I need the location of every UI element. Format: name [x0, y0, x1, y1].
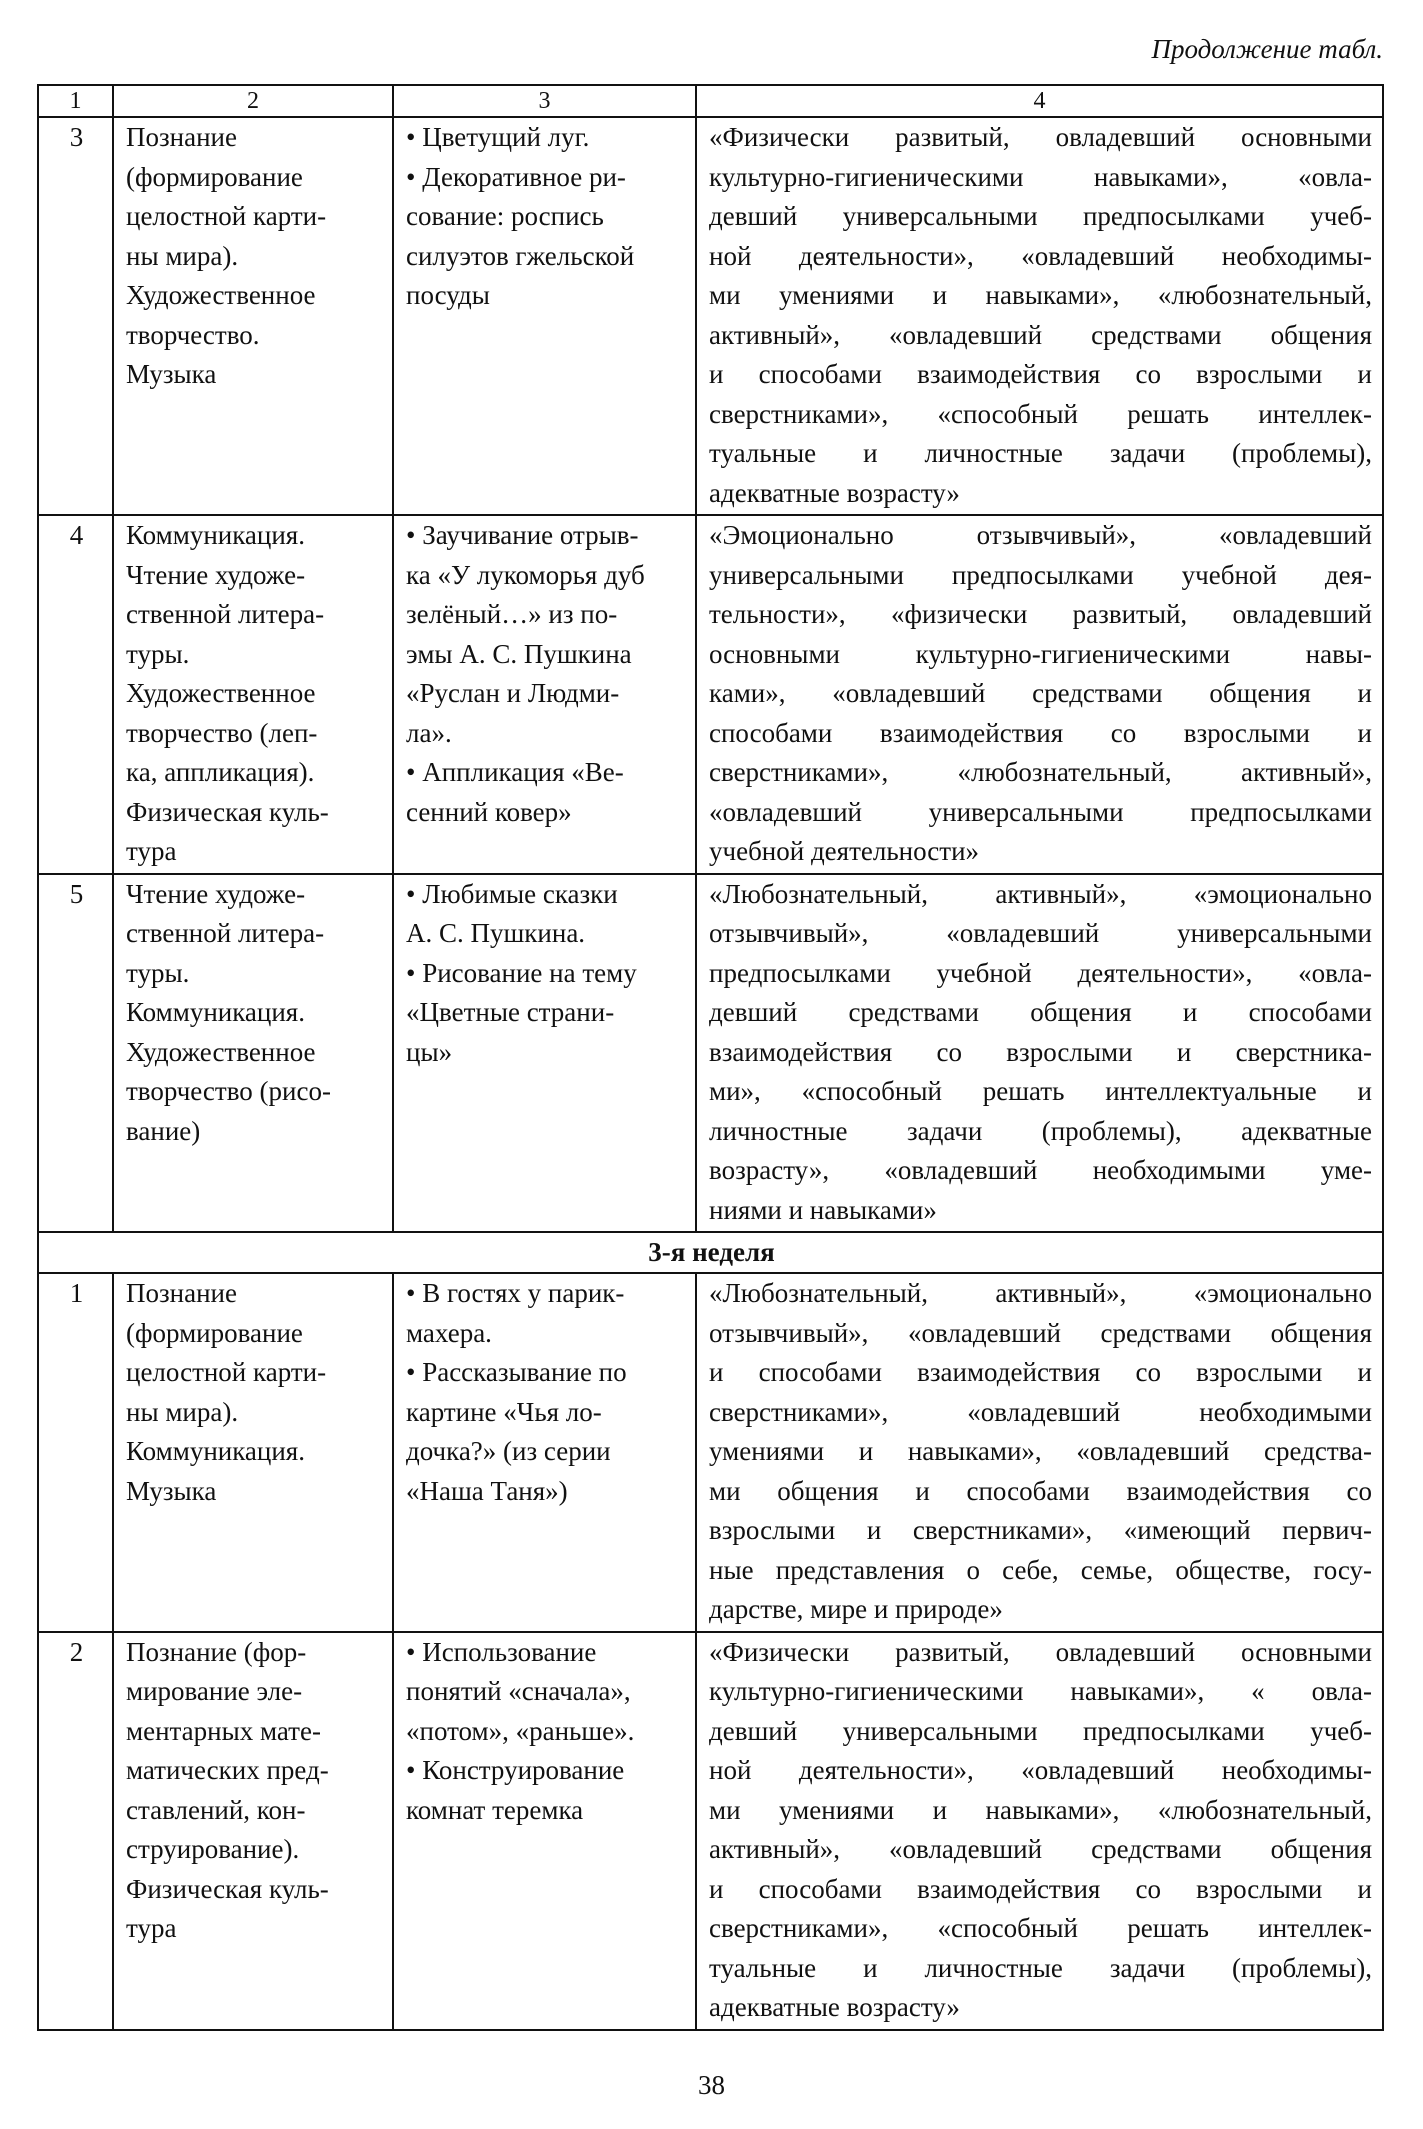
outcome-line: и способами взаимодействия со взрослыми и: [709, 1873, 1372, 1904]
outcome-line: ные представления о себе, семье, обществе, госу-: [709, 1554, 1372, 1585]
area-line: (формирование: [126, 1317, 303, 1348]
outcome-line: ми умениями и навыками», «любознательный,: [709, 280, 1372, 310]
outcome-line: отзывчивый», «овладевший средствами общения: [709, 1317, 1372, 1348]
outcome-line: девший средствами общения и способами: [709, 997, 1372, 1027]
week-divider: [38, 1232, 1383, 1273]
area-line: мирование эле-: [126, 1676, 303, 1706]
area-line: Чтение художе-: [126, 559, 306, 590]
row-number-cell: 3: [38, 117, 113, 515]
outcome-line: отзывчивый», «овладевший универсальными: [709, 918, 1372, 948]
outcome-line: «Эмоционально отзывчивый», «овладевший: [709, 520, 1372, 550]
outcome-line: и способами взаимодействия со взрослыми и: [709, 359, 1372, 389]
outcome-line: универсальными предпосылками учебной дея-: [709, 559, 1372, 590]
row-number-cell: 5: [38, 874, 113, 1233]
activity-line: «Руслан и Людми-: [406, 678, 620, 708]
activity-line: комнат теремка: [406, 1794, 584, 1825]
activity-line: зелёный…» из по-: [406, 599, 618, 629]
area-line: Музыка: [126, 1475, 217, 1506]
area-line: Физическая куль-: [126, 1873, 329, 1904]
area-line: ны мира).: [126, 240, 239, 271]
outcome-line: ми умениями и навыками», «любознательный,: [709, 1794, 1372, 1825]
activities-cell: [393, 515, 696, 874]
activity-line: • Использование: [406, 1636, 597, 1667]
activity-line: «потом», «раньше».: [406, 1715, 635, 1746]
area-line: ственной литера-: [126, 599, 325, 629]
area-line: Художественное: [126, 678, 316, 708]
row-number-cell: 2: [38, 1632, 113, 2030]
outcome-line: ми», «способный решать интеллектуальные и: [709, 1076, 1372, 1106]
row-number-cell: 4: [38, 515, 113, 874]
activity-line: картине «Чья ло-: [406, 1396, 602, 1427]
areas-cell: [113, 874, 393, 1233]
area-line: Познание (фор-: [126, 1636, 307, 1667]
area-line: Чтение художе-: [126, 878, 306, 909]
area-line: творчество (леп-: [126, 717, 318, 748]
activity-line: посуды: [406, 280, 490, 310]
area-line: Познание: [126, 1278, 237, 1308]
activity-line: сование: роспись: [406, 201, 604, 231]
outcome-line: способами взаимодействия со взрослыми и: [709, 717, 1372, 748]
areas-cell: [113, 515, 393, 874]
outcome-line: «Физически развитый, овладевший основными: [709, 1636, 1372, 1667]
area-line: ставлений, кон-: [126, 1794, 306, 1825]
area-line: Коммуникация.: [126, 997, 305, 1027]
column-header-3: 3: [393, 85, 696, 117]
table-row: [38, 1273, 1383, 1632]
outcome-line: предпосылками учебной деятельности», «овла-: [709, 957, 1372, 988]
outcome-line: основными культурно-гигиеническими навы-: [709, 638, 1372, 669]
activity-line: • Цветущий луг.: [406, 122, 590, 152]
area-line: Познание: [126, 122, 237, 152]
outcome-line: ной деятельности», «овладевший необходимы-: [709, 1755, 1372, 1785]
outcome-line: туальные и личностные задачи (проблемы),: [709, 438, 1372, 468]
activity-line: «Цветные страни-: [406, 997, 615, 1027]
column-header-4: 4: [696, 85, 1383, 117]
activities-cell: [393, 117, 696, 515]
area-line: целостной карти-: [126, 201, 327, 231]
area-line: целостной карти-: [126, 1357, 327, 1387]
outcome-line: тельности», «физически развитый, овладевший: [709, 599, 1372, 629]
column-header-2: 2: [113, 85, 393, 117]
outcomes-cell: [696, 874, 1383, 1233]
outcome-line: сверстниками», «овладевший необходимыми: [709, 1396, 1372, 1427]
area-line: ментарных мате-: [126, 1715, 321, 1746]
outcomes-cell: [696, 1273, 1383, 1632]
table-row: [38, 874, 1383, 1233]
table-body-week-2: [38, 117, 1383, 1232]
outcome-line: ками», «овладевший средствами общения и: [709, 678, 1372, 708]
outcome-line: «овладевший универсальными предпосылками: [709, 796, 1372, 827]
outcome-line: учебной деятельности»: [709, 836, 980, 866]
area-line: туры.: [126, 957, 190, 988]
activity-line: ка «У лукоморья дуб: [406, 559, 645, 590]
activity-line: «Наша Таня»): [406, 1475, 568, 1506]
area-line: тура: [126, 836, 177, 866]
outcome-line: личностные задачи (проблемы), адекватные: [709, 1115, 1372, 1146]
activities-cell: [393, 1273, 696, 1632]
outcome-line: культурно-гигиеническими навыками», «овла-: [709, 161, 1372, 192]
table-row: [38, 515, 1383, 874]
outcomes-cell: [696, 117, 1383, 515]
activity-line: А. С. Пушкина.: [406, 918, 586, 948]
activity-line: • Рисование на тему: [406, 957, 637, 988]
outcome-line: сверстниками», «любознательный, активный»,: [709, 757, 1372, 787]
activity-line: • Аппликация «Ве-: [406, 757, 624, 787]
activity-line: сенний ковер»: [406, 796, 572, 827]
area-line: творчество (рисо-: [126, 1076, 331, 1106]
row-number-cell: 1: [38, 1273, 113, 1632]
activities-cell: [393, 874, 696, 1233]
outcome-line: активный», «овладевший средствами общения: [709, 319, 1372, 350]
table-row: [38, 117, 1383, 515]
activity-line: • Любимые сказки: [406, 878, 618, 909]
area-line: Коммуникация.: [126, 1436, 305, 1466]
outcome-line: ниями и навыками»: [709, 1194, 937, 1225]
activity-line: понятий «сначала»,: [406, 1676, 631, 1706]
week-heading: 3-я неделя: [38, 1232, 1383, 1273]
outcome-line: активный», «овладевший средствами общения: [709, 1834, 1372, 1864]
outcome-line: умениями и навыками», «овладевший средства-: [709, 1436, 1372, 1466]
activities-cell: [393, 1632, 696, 2030]
activity-line: • В гостях у парик-: [406, 1278, 625, 1308]
column-number-row: [38, 85, 1383, 117]
areas-cell: [113, 1632, 393, 2030]
outcome-line: культурно-гигиеническими навыками», « овла-: [709, 1676, 1372, 1706]
table-continuation-note: Продолжение табл.: [1151, 34, 1383, 64]
area-line: Художественное: [126, 280, 316, 310]
activity-line: дочка?» (из серии: [406, 1436, 611, 1466]
outcome-line: и способами взаимодействия со взрослыми и: [709, 1357, 1372, 1387]
area-line: творчество.: [126, 319, 260, 350]
table-body-week-3: [38, 1273, 1383, 2030]
area-line: матических пред-: [126, 1755, 329, 1785]
areas-cell: [113, 1273, 393, 1632]
activities-table: [37, 84, 1384, 2031]
outcome-line: девший универсальными предпосылками учеб-: [709, 1715, 1372, 1746]
area-line: Музыка: [126, 359, 217, 389]
outcome-line: «Физически развитый, овладевший основными: [709, 122, 1372, 152]
column-header-1: 1: [38, 85, 113, 117]
area-line: Художественное: [126, 1036, 316, 1067]
activity-line: силуэтов гжельской: [406, 240, 635, 271]
outcome-line: взрослыми и сверстниками», «имеющий первич-: [709, 1515, 1372, 1545]
outcomes-cell: [696, 1632, 1383, 2030]
outcome-line: адекватные возрасту»: [709, 477, 960, 508]
week-heading-row: [38, 1232, 1383, 1273]
area-line: туры.: [126, 638, 190, 669]
activity-line: эмы А. С. Пушкина: [406, 638, 632, 669]
activity-line: • Конструирование: [406, 1755, 625, 1785]
activity-line: • Декоративное ри-: [406, 161, 626, 192]
table-row: [38, 1632, 1383, 2030]
outcome-line: сверстниками», «способный решать интеллек-: [709, 1913, 1372, 1943]
area-line: ка, аппликация).: [126, 757, 315, 787]
area-line: ны мира).: [126, 1396, 239, 1427]
outcome-line: дарстве, мире и природе»: [709, 1594, 1003, 1624]
outcome-line: возрасту», «овладевший необходимыми уме-: [709, 1155, 1372, 1185]
area-line: ственной литера-: [126, 918, 325, 948]
outcome-line: ной деятельности», «овладевший необходимы-: [709, 240, 1372, 271]
area-line: (формирование: [126, 161, 303, 192]
area-line: Физическая куль-: [126, 796, 329, 827]
outcome-line: девший универсальными предпосылками учеб-: [709, 201, 1372, 231]
table-header: [38, 85, 1383, 117]
areas-cell: [113, 117, 393, 515]
activity-line: • Заучивание отрыв-: [406, 520, 639, 550]
outcome-line: ми общения и способами взаимодействия со: [709, 1475, 1372, 1506]
activity-line: ла».: [406, 717, 452, 748]
area-line: струирование).: [126, 1834, 300, 1864]
area-line: Коммуникация.: [126, 520, 305, 550]
outcome-line: адекватные возрасту»: [709, 1992, 960, 2022]
outcomes-cell: [696, 515, 1383, 874]
activity-line: цы»: [406, 1036, 453, 1067]
area-line: вание): [126, 1115, 201, 1146]
outcome-line: взаимодействия со взрослыми и сверстника-: [709, 1036, 1372, 1067]
activity-line: махера.: [406, 1317, 492, 1348]
outcome-line: «Любознательный, активный», «эмоционально: [709, 1278, 1372, 1308]
page-number: 38: [698, 2070, 725, 2100]
outcome-line: сверстниками», «способный решать интеллек-: [709, 398, 1372, 429]
outcome-line: туальные и личностные задачи (проблемы),: [709, 1952, 1372, 1983]
area-line: тура: [126, 1913, 177, 1943]
outcome-line: «Любознательный, активный», «эмоционально: [709, 878, 1372, 909]
activity-line: • Рассказывание по: [406, 1357, 627, 1387]
